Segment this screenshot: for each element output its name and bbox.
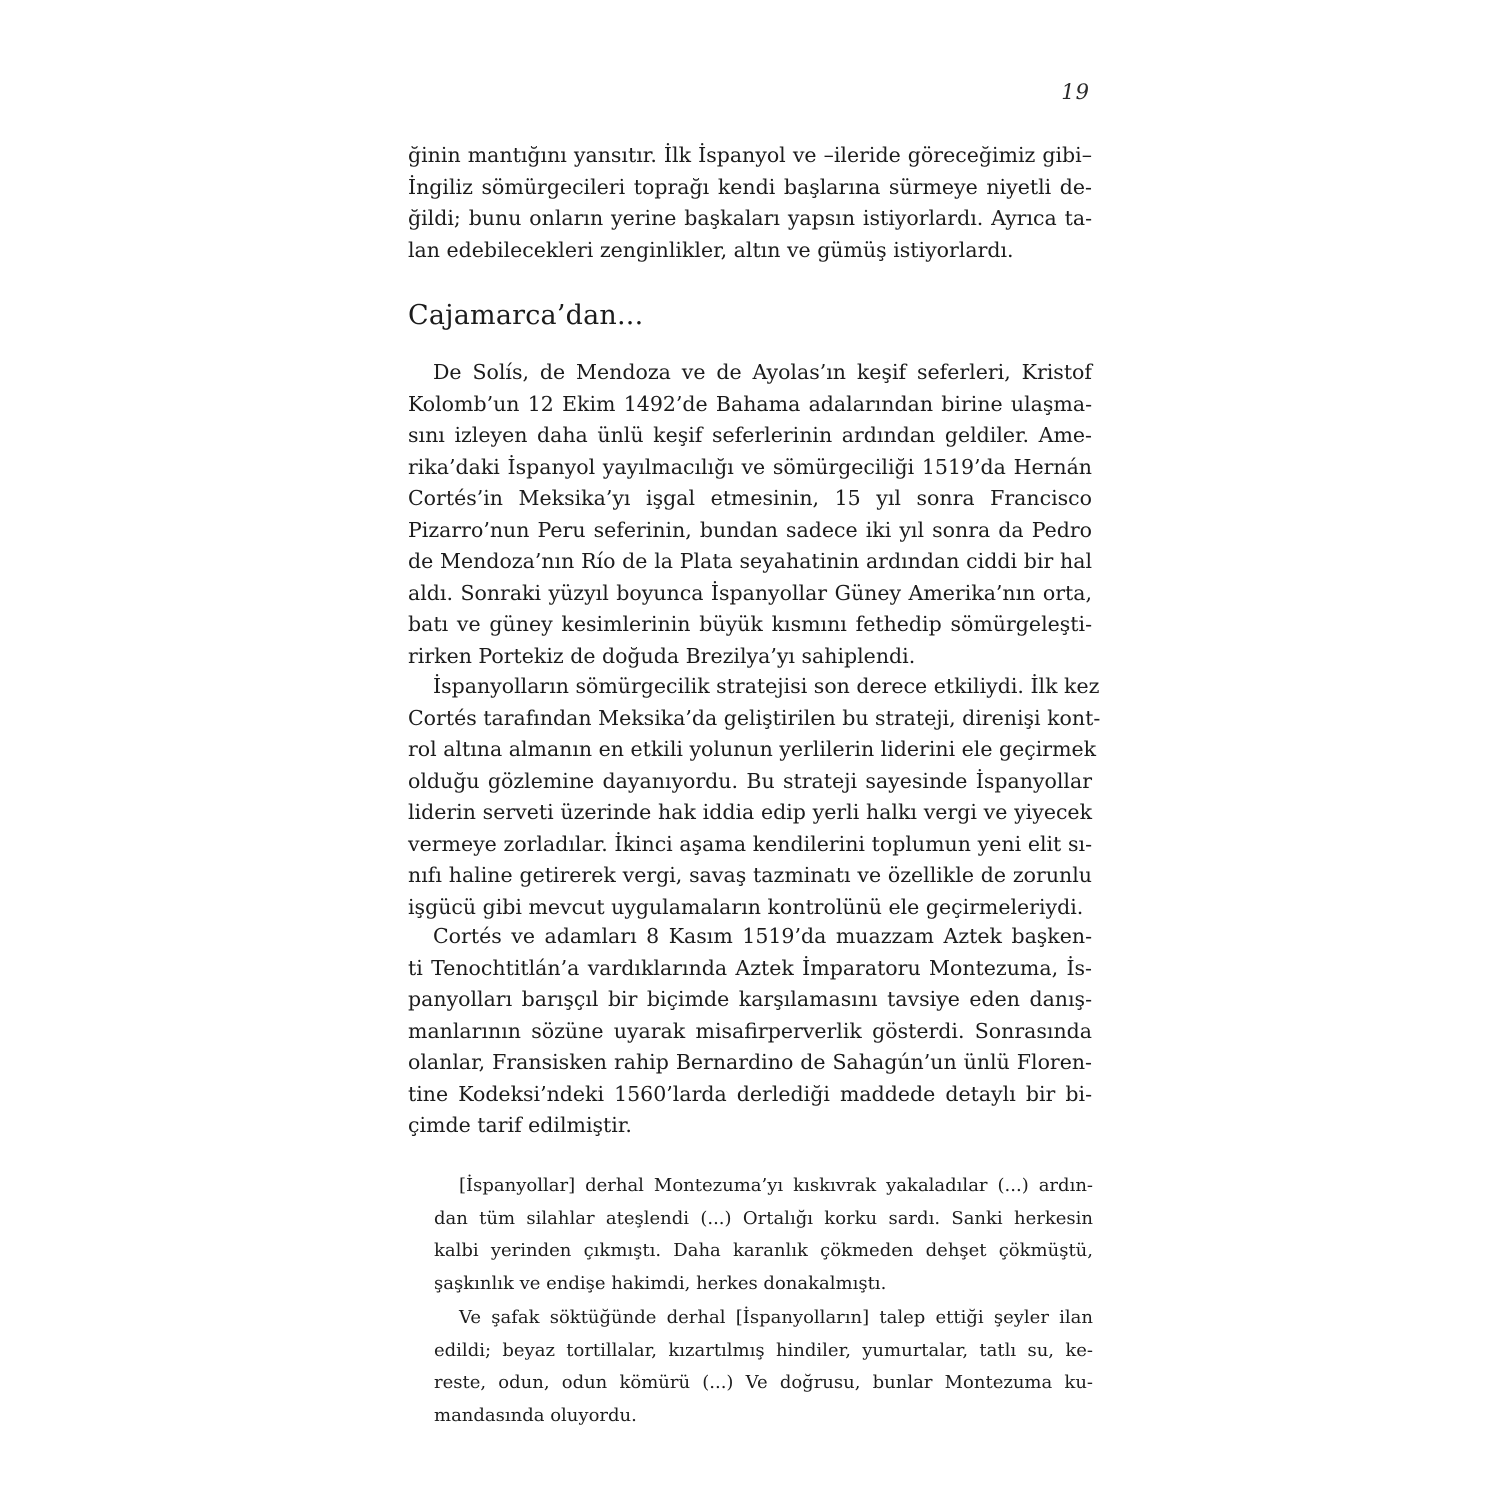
text-line: manlarının sözüne uyarak misafirperverlik gösterdi. Sonrasında [408, 1018, 1092, 1043]
section-heading: Cajamarca’dan... [408, 300, 644, 331]
block-quote-paragraph [434, 1302, 1093, 1432]
text-line: Pizarro’nun Peru seferinin, bundan sadece iki yıl sonra da Pedro [408, 517, 1092, 542]
text-line: tine Kodeksi’ndeki 1560’larda derlediği maddede detaylı bir bi- [408, 1081, 1092, 1106]
text-line: ti Tenochtitlán’a vardıklarında Aztek İmparatoru Montezuma, İs- [408, 955, 1092, 980]
text-line: İspanyolların sömürgecilik stratejisi son derece etkiliydi. İlk kez [433, 674, 1100, 698]
body-paragraph [408, 671, 1101, 923]
text-line: olanlar, Fransisken rahip Bernardino de Sahagún’un ünlü Floren- [408, 1050, 1092, 1074]
text-line: olduğu gözlemine dayanıyordu. Bu strateji sayesinde İspanyollar [408, 768, 1092, 793]
quote-line: Ve şafak söktüğünde derhal [İspanyolların] talep ettiği şeyler ilan [459, 1307, 1093, 1328]
text-line: İngiliz sömürgecileri toprağı kendi başlarına sürmeye niyetli de- [408, 174, 1092, 199]
quote-line: [İspanyollar] derhal Montezuma’yı kıskıvrak yakaladılar (...) ardın- [459, 1175, 1093, 1196]
text-line: de Mendoza’nın Río de la Plata seyahatinin ardından ciddi bir hal [408, 549, 1092, 573]
text-line: batı ve güney kesimlerinin büyük kısmını fethedip sömürgeleşti- [408, 612, 1092, 636]
quote-line: dan tüm silahlar ateşlendi (...) Ortalığı korku sardı. Sanki herkesin [434, 1207, 1093, 1229]
body-paragraph [408, 357, 1092, 672]
quote-line: kalbi yerinden çıkmıştı. Daha karanlık çökmeden dehşet çökmüştü, [434, 1240, 1093, 1261]
quote-line: şaşkınlık ve endişe hakimdi, herkes donakalmıştı. [434, 1272, 887, 1294]
intro-paragraph [408, 140, 1092, 266]
text-line: liderin serveti üzerinde hak iddia edip yerli halkı vergi ve yiyecek [408, 800, 1092, 824]
text-line: vermeye zorladılar. İkinci aşama kendilerini toplumun yeni elit sı- [408, 831, 1092, 856]
text-line: ğildi; bunu onların yerine başkaları yapsın istiyorlardı. Ayrıca ta- [408, 206, 1092, 230]
text-line: aldı. Sonraki yüzyıl boyunca İspanyollar Güney Amerika’nın orta, [408, 580, 1092, 605]
text-line: Kolomb’un 12 Ekim 1492’de Bahama adalarından birine ulaşma- [408, 391, 1092, 416]
text-line: rirken Portekiz de doğuda Brezilya’yı sahiplendi. [408, 643, 916, 668]
quote-line: mandasında oluyordu. [434, 1404, 637, 1426]
page-number: 19 [1061, 80, 1090, 104]
text-line: Cortés ve adamları 8 Kasım 1519’da muazzam Aztek başken- [433, 924, 1092, 948]
text-line: işgücü gibi mevcut uygulamaların kontrolünü ele geçirmeleriydi. [408, 894, 1084, 919]
text-line: Cortés’in Meksika’yı işgal etmesinin, 15 yıl sonra Francisco [408, 486, 1092, 510]
block-quote-paragraph [434, 1170, 1093, 1300]
text-line: nıfı haline getirerek vergi, savaş tazminatı ve özellikle de zorunlu [408, 863, 1092, 887]
text-line: sını izleyen daha ünlü keşif seferlerinin ardından geldiler. Ame- [408, 423, 1092, 447]
text-line: ğinin mantığını yansıtır. İlk İspanyol ve –ileride göreceğimiz gibi– [408, 143, 1092, 167]
quote-line: reste, odun, odun kömürü (...) Ve doğrusu, bunlar Montezuma ku- [434, 1372, 1093, 1393]
text-line: Cortés tarafından Meksika’da geliştirilen bu strateji, direnişi kont- [408, 705, 1101, 730]
quote-line: edildi; beyaz tortillalar, kızartılmış hindiler, yumurtalar, tatlı su, ke- [434, 1339, 1093, 1361]
text-line: De Solís, de Mendoza ve de Ayolas’ın keşif seferleri, Kristof [433, 360, 1092, 384]
body-paragraph [408, 921, 1092, 1142]
text-line: rika’daki İspanyol yayılmacılığı ve sömürgeciliği 1519’da Hernán [408, 454, 1092, 479]
text-line: panyolları barışçıl bir biçimde karşılamasını tavsiye eden danış- [408, 987, 1092, 1011]
text-line: çimde tarif edilmiştir. [408, 1113, 632, 1137]
text-line: rol altına almanın en etkili yolunun yerlilerin liderini ele geçirmek [408, 737, 1097, 761]
text-line: lan edebilecekleri zenginlikler, altın ve gümüş istiyorlardı. [408, 237, 1014, 262]
